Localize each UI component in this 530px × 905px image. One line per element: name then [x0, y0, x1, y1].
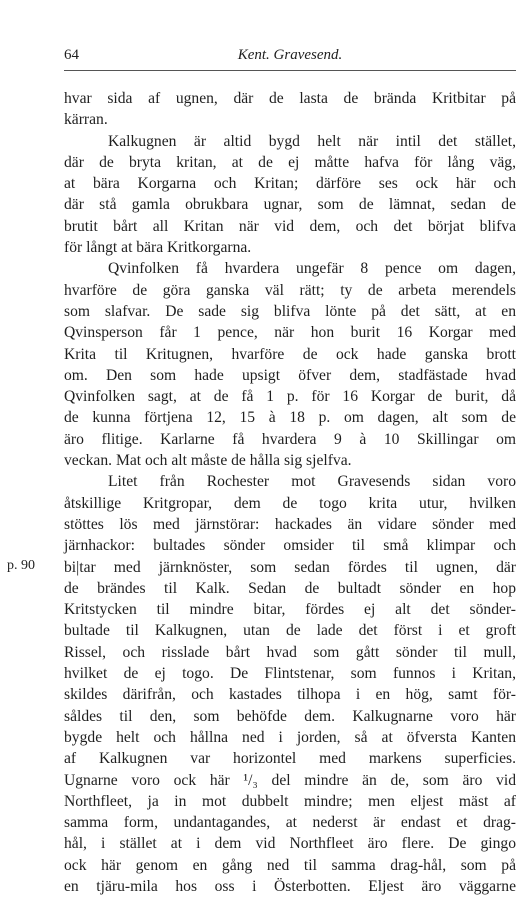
text-line: de kunna förtjena 12, 15 à 18 p. om dagen, alt som de: [64, 409, 516, 427]
text-line: kärran.: [64, 111, 108, 129]
text-line: Litet från Rochester mot Gravesends sidan voro: [108, 473, 516, 491]
text-line: ock här genom en gång ned til samma drag-hål, som på: [64, 856, 516, 874]
margin-note-page-reference: p. 90: [7, 557, 35, 573]
page-number: 64: [64, 47, 79, 63]
text-line: äro flitige. Karlarne få hvardera 9 à 10 Skillingar om: [64, 430, 516, 448]
text-line: åtskillige Kritgropar, dem de togo krita utur, hvilken: [64, 494, 516, 512]
text-line: at bära Korgarna och Kritan; därföre ses ock här och: [64, 175, 516, 193]
text-line: af Kalkugnen var horizontel med markens superficies.: [64, 750, 516, 768]
text-line: bygde helt och hållna ned i jorden, så at öfversta Kanten: [64, 728, 516, 746]
text-line: hvilket de ej togo. De Flintstenar, som funnos i Kritan,: [64, 665, 516, 683]
text-line: Qvinfolken sagt, at de få 1 p. för 16 Korgar de burit, då: [64, 388, 516, 406]
text-line: Krita til Kritugnen, hvarföre de ock hade ganska brott: [64, 345, 516, 363]
text-line: om. Den som hade upsigt öfver dem, stadfästade hvad: [64, 366, 516, 384]
page-header: [64, 47, 516, 69]
text-line: Ugnarne voro ock här ¹/₃ del mindre än de, som äro vid: [64, 771, 516, 789]
body-text: [64, 88, 516, 897]
text-line: brutit bårt all Kritan när vid dem, och det börjat blifva: [64, 217, 516, 235]
text-line: stöttes lös med järnstörar: hackades än vidare sönder med: [64, 515, 516, 533]
text-line: Kalkugnen är altid bygd helt när intil det stället,: [108, 132, 516, 150]
text-line: som slafvar. De sade sig blifva lönte på det sätt, at en: [64, 302, 516, 320]
text-line: där stå gamla obrukbara ugnar, som de lämnat, sedan de: [64, 196, 516, 214]
text-line: de brändes til Kalk. Sedan de bultadt sönder en hop: [64, 579, 516, 597]
text-line: veckan. Mat och alt måste de hålla sig sjelfva.: [64, 452, 352, 470]
header-rule: [64, 70, 516, 71]
running-title: Kent. Gravesend.: [237, 47, 343, 63]
text-line: en tjäru-mila hos oss i Österbotten. Eljest äro väggarne: [64, 877, 516, 895]
text-line: hål, i stället at i dem vid Northfleet äro flere. De gingo: [64, 835, 516, 853]
text-line: för långt at bära Kritkorgarna.: [64, 239, 252, 257]
text-line: Northfleet, ja in mot dubbelt mindre; men eljest mäst af: [64, 792, 516, 810]
text-line: Qvinfolken få hvardera ungefär 8 pence om dagen,: [108, 260, 516, 278]
text-line: såldes til den, som behöfde dem. Kalkugnarne voro här: [64, 707, 516, 725]
text-line: hvarföre de göra ganska väl rätt; ty de arbeta merendels: [64, 281, 516, 299]
text-line: järnhackor: bultades sönder omsider til små klimpar och: [64, 537, 516, 555]
text-line: Rissel, och risslade bårt hvad som gått sönder til mull,: [64, 643, 516, 661]
text-line: Qvinsperson får 1 pence, när hon burit 16 Korgar med: [64, 324, 516, 342]
text-line: bultade til Kalkugnen, utan de lade det först i et groft: [64, 622, 516, 640]
text-line: där de bryta kritan, at de ej måtte hafva för lång väg,: [64, 153, 516, 171]
text-line: skildes därifrån, och kastades tilhopa i en hög, samt för-: [64, 686, 516, 704]
text-line: bi|tar med järnknöster, som sedan fördes til ugnen, där: [64, 558, 516, 576]
text-line: Kritstycken til mindre bitar, fördes ej alt det sönder-: [64, 601, 516, 619]
text-line: samma form, undantagandes, at nederst är endast et drag-: [64, 814, 516, 832]
text-line: hvar sida af ugnen, där de lasta de brända Kritbitar på: [64, 90, 516, 107]
